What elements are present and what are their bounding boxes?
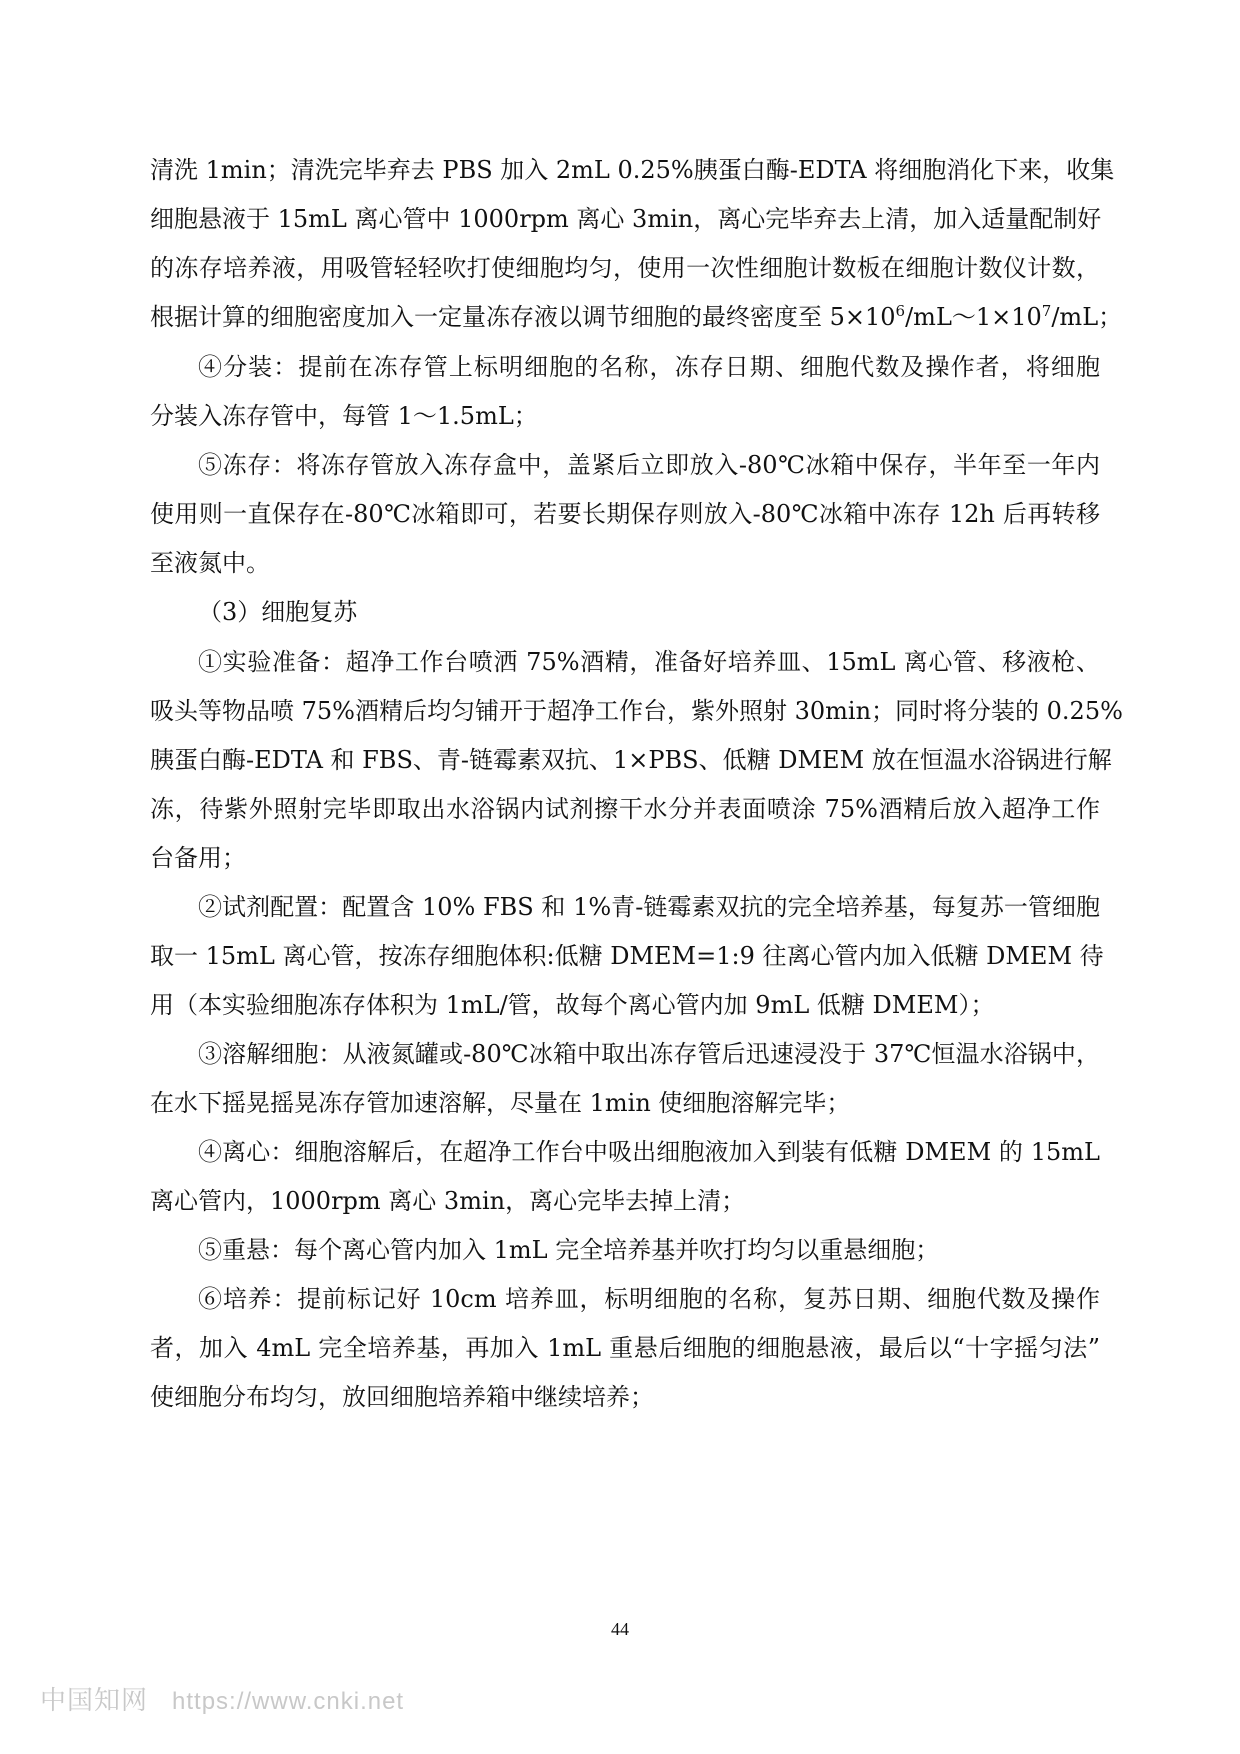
superscript: 6 [895,302,906,320]
body-text-line: 者，加入 4mL 完全培养基，再加入 1mL 重悬后细胞的细胞悬液，最后以“十字摇匀法” [150,1334,1100,1362]
body-text-line: 分装入冻存管中，每管 1～1.5mL； [150,402,538,430]
body-text-line: 吸头等物品喷 75%酒精后均匀铺开于超净工作台，紫外照射 30min；同时将分装的 0.25% [150,697,1123,725]
body-text-line: ④分装：提前在冻存管上标明细胞的名称，冻存日期、细胞代数及操作者，将细胞 [198,353,1100,381]
body-text-line [150,300,1123,334]
body-text-line: 清洗 1min；清洗完毕弃去 PBS 加入 2mL 0.25%胰蛋白酶-EDTA 将细胞消化下来，收集 [150,156,1115,184]
body-text-line: 细胞悬液于 15mL 离心管中 1000rpm 离心 3min，离心完毕弃去上清，加入适量配制好 [150,205,1102,233]
body-text-line: 台备用； [150,844,246,872]
body-text-line: ⑤冻存：将冻存管放入冻存盒中，盖紧后立即放入-80℃冰箱中保存，半年至一年内 [198,451,1100,479]
text-fragment: /mL～1×10 [905,303,1042,331]
body-text-line: ③溶解细胞：从液氮罐或-80℃冰箱中取出冻存管后迅速浸没于 37℃恒温水浴锅中， [198,1040,1100,1068]
body-text-line: 用（本实验细胞冻存体积为 1mL/管，故每个离心管内加 9mL 低糖 DMEM）； [150,991,995,1019]
page-number: 44 [611,1619,629,1639]
text-fragment: 根据计算的细胞密度加入一定量冻存液以调节细胞的最终密度至 5×10 [150,303,896,331]
text-fragment: /mL； [1051,303,1123,331]
body-text-line: 使细胞分布均匀，放回细胞培养箱中继续培养； [150,1383,654,1411]
body-text-line: ⑥培养：提前标记好 10cm 培养皿，标明细胞的名称，复苏日期、细胞代数及操作 [198,1285,1100,1313]
watermark-url: https://www.cnki.net [172,1688,405,1715]
body-text-line: 离心管内，1000rpm 离心 3min，离心完毕去掉上清； [150,1187,746,1215]
body-text-line: 在水下摇晃摇晃冻存管加速溶解，尽量在 1min 使细胞溶解完毕； [150,1089,851,1117]
watermark-brand: 中国知网 [40,1685,149,1715]
body-text-line: ②试剂配置：配置含 10% FBS 和 1%青-链霉素双抗的完全培养基，每复苏一管细胞 [198,893,1100,921]
body-text-line: 胰蛋白酶-EDTA 和 FBS、青-链霉素双抗、1×PBS、低糖 DMEM 放在恒温水浴锅进行解 [150,746,1112,774]
body-text-line: 至液氮中。 [150,549,270,577]
watermark [40,1680,404,1717]
body-text-line: 的冻存培养液，用吸管轻轻吹打使细胞均匀，使用一次性细胞计数板在细胞计数仪计数， [150,254,1100,282]
body-text-line: 使用则一直保存在-80℃冰箱即可，若要长期保存则放入-80℃冰箱中冻存 12h 后再转移 [150,500,1100,528]
superscript: 7 [1041,302,1052,320]
section-heading: （3）细胞复苏 [198,598,358,626]
body-text-line: ①实验准备：超净工作台喷洒 75%酒精，准备好培养皿、15mL 离心管、移液枪、 [198,648,1100,676]
body-text-line: ④离心：细胞溶解后，在超净工作台中吸出细胞液加入到装有低糖 DMEM 的 15mL [198,1138,1100,1166]
body-text-line: ⑤重悬：每个离心管内加入 1mL 完全培养基并吹打均匀以重悬细胞； [198,1236,940,1264]
body-text-line: 取一 15mL 离心管，按冻存细胞体积:低糖 DMEM=1:9 往离心管内加入低糖 DMEM 待 [150,942,1104,970]
body-text-line: 冻，待紫外照射完毕即取出水浴锅内试剂擦干水分并表面喷涂 75%酒精后放入超净工作 [150,795,1100,823]
